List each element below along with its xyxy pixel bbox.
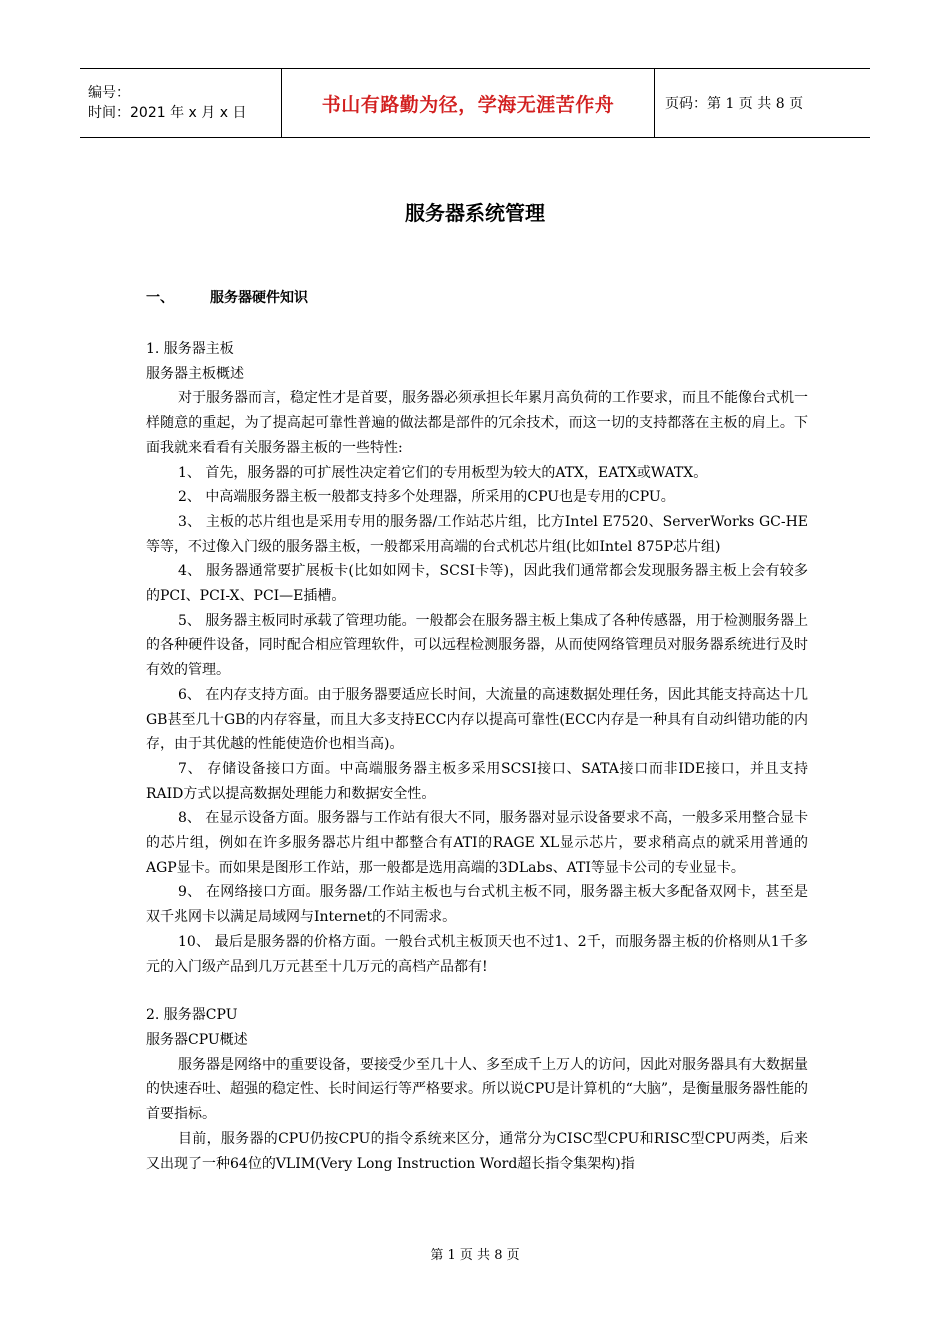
list-item: 1、 首先，服务器的可扩展性决定着它们的专用板型为较大的ATX，EATX或WATX。 [178,464,708,481]
document-body [146,337,808,1176]
list-item: 4、 服务器通常要扩展板卡(比如如网卡，SCSI卡等)，因此我们通常都会发现服务器主板上会有较多的PCI、PCI-X、PCI—E插槽。 [146,563,808,605]
list-item: 3、 主板的芯片组也是采用专用的服务器/工作站芯片组，比方Intel E7520、ServerWorks GC-HE等等，不过像入门级的服务器主板，一般都采用高端的台式机芯片组(比如Intel 875P芯片组) [146,513,808,555]
section-title: 服务器硬件知识 [210,290,308,306]
time-label: 时间：2021 年 x 月 x 日 [88,105,247,121]
header-meta-cell [80,69,282,137]
document-title: 服务器系统管理 [405,201,545,225]
subsection-subheading: 服务器CPU概述 [146,1031,248,1048]
list-item: 2、 中高端服务器主板一般都支持多个处理器，所采用的CPU也是专用的CPU。 [178,489,675,506]
list-item: 8、 在显示设备方面。服务器与工作站有很大不同，服务器对显示设备要求不高，一般多采用整合显卡的芯片组，例如在许多服务器芯片组中都整合有ATI的RAGE XL显示芯片，要求稍高点的就采用普通的AGP显卡。而如果是图形工作站，那一般都是选用高端的3DLabs、ATI等显卡公司的专业显卡。 [146,810,808,876]
subsection-heading: 1. 服务器主板 [146,341,234,357]
doc-number-label: 编号： [88,85,130,101]
header-page-cell [655,69,870,137]
paragraph: 目前，服务器的CPU仍按CPU的指令系统来区分，通常分为CISC型CPU和RISC型CPU两类，后来又出现了一种64位的VLIM(Very Long Instruction Word超长指令集架构)指 [146,1130,808,1172]
page-info-label: 页码：第 1 页 共 8 页 [665,96,804,112]
document-header [80,68,870,138]
list-item: 5、 服务器主板同时承载了管理功能。一般都会在服务器主板上集成了各种传感器，用于检测服务器上的各种硬件设备，同时配合相应管理软件，可以远程检测服务器，从而使网络管理员对服务器系统进行及时有效的管理。 [146,612,808,679]
header-motto-cell [282,69,655,137]
subsection-subheading: 服务器主板概述 [146,365,244,382]
list-item: 6、 在内存支持方面。由于服务器要适应长时间，大流量的高速数据处理任务，因此其能支持高达十几GB甚至几十GB的内存容量，而且大多支持ECC内存以提高可靠性(ECC内存是一种具有自动纠错功能的内存，由于其优越的性能使造价也相当高)。 [146,686,808,753]
list-item: 9、 在网络接口方面。服务器/工作站主板也与台式机主板不同，服务器主板大多配备双网卡，甚至是双千兆网卡以满足局域网与Internet的不同需求。 [146,884,808,926]
motto-text: 书山有路勤为径，学海无涯苦作舟 [321,93,615,116]
subsection-heading: 2. 服务器CPU [146,1007,238,1024]
list-item: 10、 最后是服务器的价格方面。一般台式机主板顶天也不过1、2千，而服务器主板的价格则从1千多元的入门级产品到几万元甚至十几万元的高档产品都有! [146,933,808,975]
paragraph: 服务器是网络中的重要设备，要接受少至几十人、多至成千上万人的访问，因此对服务器具有大数据量的快速吞吐、超强的稳定性、长时间运行等严格要求。所以说CPU是计算机的“大脑”，是衡量服务器性能的首要指标。 [146,1056,808,1123]
section-heading [146,287,308,307]
section-number: 一、 [146,290,174,306]
paragraph: 对于服务器而言，稳定性才是首要，服务器必须承担长年累月高负荷的工作要求，而且不能像台式机一样随意的重起，为了提高起可靠性普遍的做法都是部件的冗余技术，而这一切的支持都落在主板的肩上。下面我就来看看有关服务器主板的一些特性: [146,390,808,456]
list-item: 7、 存储设备接口方面。中高端服务器主板多采用SCSI接口、SATA接口而非IDE接口，并且支持RAID方式以提高数据处理能力和数据安全性。 [146,760,808,802]
page-footer: 第 1 页 共 8 页 [430,1248,520,1263]
spacer [146,979,808,1003]
